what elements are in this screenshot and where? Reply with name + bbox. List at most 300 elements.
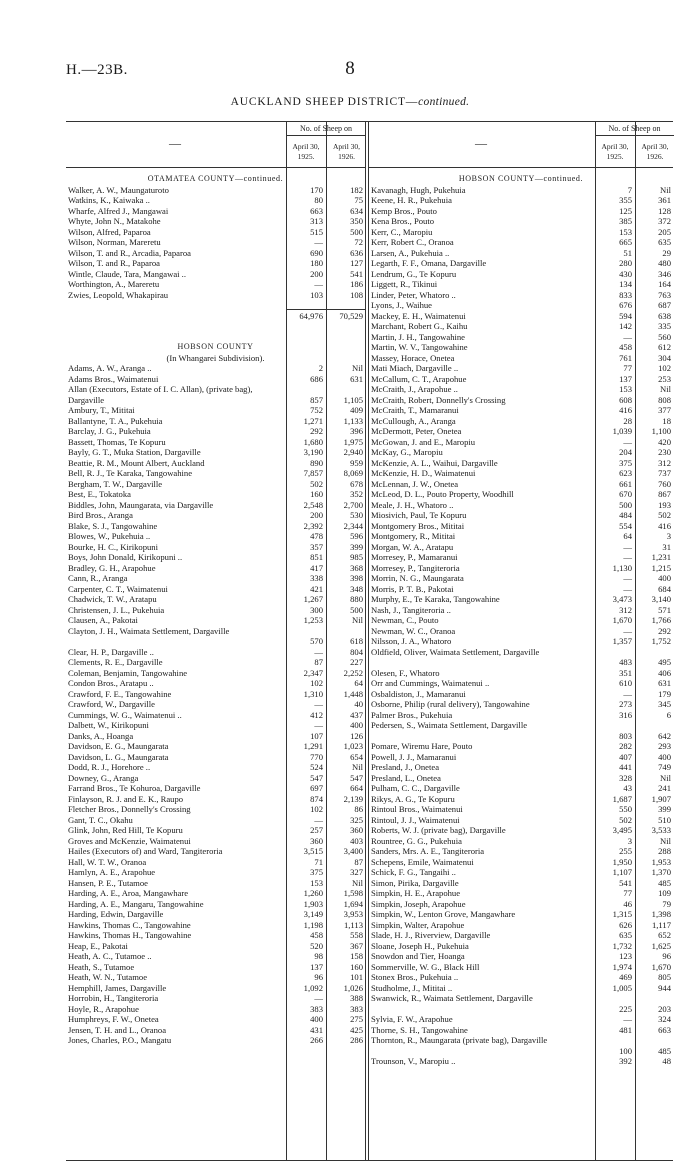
table-row	[66, 458, 365, 469]
table-row	[66, 762, 365, 773]
owner-name: McKay, G., Maropiu	[371, 447, 443, 457]
owner-name: Adams, A. W., Aranga ..	[68, 363, 152, 373]
count-1925: 752	[310, 405, 323, 415]
page-reference: H.—23B.	[66, 62, 128, 78]
owner-name: Watkins, K., Kaiwaka ..	[68, 195, 150, 205]
owner-name: Simpkin, W., Lenton Grove, Mangawhare	[371, 909, 516, 919]
count-1925: 1,039	[612, 426, 632, 436]
table-row	[369, 384, 673, 395]
count-1925: 316	[619, 709, 632, 720]
count-1925: 541	[619, 877, 632, 888]
count-1925: 1,732	[612, 940, 632, 951]
count-1926: 29	[662, 247, 671, 258]
count-1925: 375	[310, 867, 323, 877]
count-1926: 288	[658, 846, 671, 856]
owner-name: Oldfield, Oliver, Waimata Settlement, Dargaville	[371, 646, 540, 657]
owner-name: Lendrum, G., Te Kopuru	[371, 268, 457, 279]
count-1926: 1,975	[343, 436, 363, 447]
table-row	[66, 584, 365, 595]
count-1925: 851	[310, 552, 323, 562]
count-1926: 420	[658, 436, 671, 447]
count-1926: 804	[350, 646, 363, 657]
table-row	[369, 594, 673, 605]
count-1926: 179	[658, 688, 671, 699]
count-1925: 3,190	[303, 447, 323, 457]
count-1926: 500	[350, 226, 363, 237]
count-1926: 749	[658, 762, 671, 772]
table-row	[66, 741, 365, 752]
owner-name: Hamlyn, A. E., Arapohue	[68, 867, 156, 877]
count-1925: 383	[310, 1003, 323, 1014]
count-1926: 86	[354, 804, 363, 814]
owner-name: Farrand Bros., Te Kohuroa, Dargaville	[68, 783, 201, 793]
owner-name: Bell, R. J., Te Karaka, Tangowahine	[68, 468, 193, 478]
table-row	[369, 584, 673, 595]
count-1926: 663	[658, 1024, 671, 1035]
count-1925: 46	[623, 898, 632, 909]
table-row	[369, 605, 673, 616]
table-row	[369, 311, 673, 322]
count-1925: 125	[619, 205, 632, 216]
count-1926: 18	[662, 415, 671, 426]
count-1925: 676	[619, 300, 632, 310]
table-row	[369, 416, 673, 427]
count-1926: 1,023	[343, 741, 363, 751]
count-1925: 300	[310, 604, 323, 615]
owner-name: Martin, J. H., Tangowahine	[371, 331, 465, 342]
count-1925: 483	[619, 657, 632, 667]
count-1925: 2	[318, 363, 323, 373]
table-row	[66, 605, 365, 616]
count-1925: 484	[619, 510, 632, 520]
count-1926: 79	[662, 898, 671, 909]
count-1926: 368	[350, 562, 363, 573]
owner-name: Pedersen, S., Waimata Settlement, Dargaville	[371, 720, 528, 730]
table-row	[369, 972, 673, 983]
count-1925: 697	[310, 783, 323, 793]
count-1926: 2,344	[343, 520, 363, 531]
table-row	[66, 815, 365, 826]
owner-name: Hawkins, Thomas H., Tangowahine	[68, 930, 192, 940]
table-row	[66, 878, 365, 889]
table-row	[369, 237, 673, 248]
table-row	[369, 510, 673, 521]
count-1925: 282	[619, 741, 632, 751]
count-1925: 43	[623, 783, 632, 793]
count-1925: 153	[619, 226, 632, 237]
table-row	[66, 626, 365, 647]
table-row	[369, 185, 673, 196]
owner-name: Wilson, Norman, Mareretu	[68, 237, 161, 247]
owner-name: Carpenter, C. T., Waimatenui	[68, 583, 168, 594]
count-1926: 400	[350, 720, 363, 730]
count-1925: 478	[310, 531, 323, 541]
count-1926: 1,231	[651, 552, 671, 562]
owner-name: Condon Bros., Aratapu ..	[68, 678, 154, 688]
count-1925: 257	[310, 825, 323, 835]
table-row	[369, 363, 673, 374]
owner-name: Chadwick, T. W., Aratapu	[68, 594, 157, 604]
count-1925: 392	[619, 1056, 632, 1066]
count-1925: 80	[314, 195, 323, 205]
count-1926: 805	[658, 972, 671, 982]
count-1925: 431	[310, 1024, 323, 1035]
table-row	[369, 1056, 673, 1067]
owner-name: Kavanagh, Hugh, Pukehuia	[371, 184, 466, 195]
count-1926: 760	[658, 478, 671, 489]
table-row	[369, 815, 673, 826]
left-half	[66, 122, 366, 1160]
owner-name: Wilson, T. and R., Arcadia, Paparoa	[68, 247, 191, 258]
count-1925: 225	[619, 1003, 632, 1014]
owner-name: Crawford, F. E., Tangowahine	[68, 688, 172, 699]
owner-name: McCraith, J., Arapohue ..	[371, 384, 458, 394]
owner-name: Ballantyne, T. A., Pukehuia	[68, 415, 163, 426]
count-1926: 400	[658, 573, 671, 583]
count-1925: 134	[619, 279, 632, 289]
table-row	[66, 542, 365, 553]
count-1926: 808	[658, 394, 671, 405]
count-1925: 458	[310, 930, 323, 940]
count-1925: 102	[310, 678, 323, 688]
owner-name: Groves and McKenzie, Waimatenui	[68, 835, 191, 846]
count-1926: 160	[350, 961, 363, 972]
table-row	[369, 762, 673, 773]
owner-name: Miosivich, Paul, Te Kopuru	[371, 510, 467, 520]
table-row	[66, 657, 365, 668]
table-row	[66, 867, 365, 878]
count-1926: Nil	[660, 835, 671, 846]
count-1925: 328	[619, 772, 632, 783]
count-1926: 612	[658, 342, 671, 352]
owner-name: Simpkin, H. E., Arapohue	[371, 888, 461, 898]
count-1926: 182	[350, 184, 363, 195]
count-1926: 485	[658, 877, 671, 888]
count-1926: 346	[658, 268, 671, 279]
count-1925: 661	[619, 478, 632, 489]
count-1925: 417	[310, 562, 323, 573]
count-1926: 275	[350, 1014, 363, 1024]
count-1925: 1,253	[303, 615, 323, 625]
col-1926-header: April 30, 1926.	[641, 142, 669, 161]
count-1925: 7,857	[303, 468, 323, 478]
count-1926: 352	[350, 489, 363, 499]
count-1926: 325	[350, 814, 363, 825]
count-1925: 1,687	[612, 793, 632, 804]
count-1925: 3,149	[303, 909, 323, 919]
count-1925: 421	[310, 583, 323, 594]
owner-name: Coleman, Benjamin, Tangowahine	[68, 667, 188, 678]
owner-name: Montgomery Bros., Mititai	[371, 520, 465, 531]
count-1926: 327	[350, 867, 363, 877]
owner-name: Horrobin, H., Tangiteroria	[68, 993, 159, 1003]
owner-name: McLennan, J. W., Onetea	[371, 478, 459, 489]
count-1926: 3,140	[651, 594, 671, 604]
owner-name: Blake, S. J., Tangowahine	[68, 520, 158, 531]
table-row	[66, 363, 365, 374]
count-1925: 204	[619, 447, 632, 457]
count-1925: 273	[619, 699, 632, 709]
owner-name: Montgomery, R., Mititai	[371, 531, 456, 541]
owner-name: Jensen, T. H. and L., Oranoa	[68, 1024, 167, 1035]
count-1926: 126	[350, 730, 363, 741]
owner-name: Murphy, E., Te Karaka, Tangowahine	[371, 594, 500, 604]
count-1926: 1,026	[343, 982, 363, 993]
count-1925: 874	[310, 793, 323, 804]
owner-name: Sylvia, F. W., Arapohue	[371, 1014, 453, 1024]
count-1926: 186	[350, 279, 363, 289]
left-header	[66, 122, 365, 168]
table-row	[369, 479, 673, 490]
owner-name: Rikys, A. G., Te Kopuru	[371, 793, 455, 804]
owner-name: Heath, A. C., Tutamoe ..	[68, 951, 152, 961]
count-1926: 495	[658, 657, 671, 667]
count-1925: —	[314, 993, 323, 1003]
count-1925: 1,107	[612, 867, 632, 877]
table-row	[66, 951, 365, 962]
count-1925: 524	[310, 762, 323, 772]
owner-name: Glink, John, Red Hill, Te Kopuru	[68, 825, 183, 835]
table-row	[66, 405, 365, 416]
count-1926: 293	[658, 741, 671, 751]
table-row	[66, 374, 365, 385]
count-1926: 541	[350, 268, 363, 279]
count-1926: 654	[350, 751, 363, 762]
count-1925: 375	[619, 457, 632, 468]
count-1926: 128	[658, 205, 671, 216]
count-1925: 412	[310, 709, 323, 720]
count-1925: 313	[310, 216, 323, 226]
owner-name: McGowan, J. and E., Maropiu	[371, 436, 476, 447]
count-1925: 833	[619, 289, 632, 300]
count-1925: 1,005	[612, 982, 632, 993]
count-1925: —	[623, 625, 632, 636]
count-1926: 635	[658, 237, 671, 247]
table-row	[66, 972, 365, 983]
count-1926: 1,953	[651, 856, 671, 867]
count-1926: 403	[350, 835, 363, 846]
table-row	[369, 836, 673, 847]
count-1925: 430	[619, 268, 632, 279]
count-1926: 638	[658, 310, 671, 321]
table-row	[369, 248, 673, 259]
table-row	[369, 993, 673, 1014]
count-1926: 335	[658, 321, 671, 331]
count-1926: 406	[658, 667, 671, 678]
table-row	[369, 626, 673, 637]
count-1925: —	[623, 573, 632, 583]
table-row	[369, 668, 673, 679]
count-1925: 100	[619, 1045, 632, 1056]
table-row	[66, 825, 365, 836]
total-1926: 70,529	[339, 310, 363, 321]
table-row	[369, 542, 673, 553]
count-1926: 558	[350, 930, 363, 940]
count-1925: 107	[310, 730, 323, 741]
table-row	[66, 500, 365, 511]
count-1925: 665	[619, 237, 632, 247]
count-1925: 686	[310, 373, 323, 384]
table-row	[66, 731, 365, 742]
owner-name: Simon, Pirika, Dargaville	[371, 877, 459, 888]
table-row	[369, 1014, 673, 1025]
count-1926: 388	[350, 993, 363, 1003]
owner-name: Presland, L., Onetea	[371, 772, 441, 783]
table-row	[66, 416, 365, 427]
owner-name: Bergham, T. W., Dargaville	[68, 478, 163, 489]
count-1926: Nil	[352, 615, 363, 625]
owner-name: Wintle, Claude, Tara, Mangawai ..	[68, 268, 186, 279]
owner-name: Simpkin, Walter, Arapohue	[371, 919, 465, 930]
count-1925: 608	[619, 394, 632, 405]
table-row	[369, 447, 673, 458]
count-1926: 101	[350, 972, 363, 982]
owner-name: Humphreys, F. W., Onetea	[68, 1014, 159, 1024]
count-1926: 345	[658, 699, 671, 709]
table-row	[369, 846, 673, 857]
count-1926: 1,907	[651, 793, 671, 804]
page-number: 8	[345, 58, 355, 79]
count-1926: 399	[658, 804, 671, 814]
total-row	[66, 311, 365, 322]
table-row	[66, 710, 365, 721]
owner-name: Morresey, P., Tangiteroria	[371, 562, 460, 573]
count-1926: 1,448	[343, 688, 363, 699]
count-1926: 1,100	[651, 426, 671, 436]
table-row	[66, 888, 365, 899]
count-1926: 127	[350, 258, 363, 268]
section-heading: OTAMATEA COUNTY—continued.	[147, 174, 284, 183]
page-title	[0, 96, 700, 108]
count-1926: 2,700	[343, 499, 363, 510]
count-1925: 890	[310, 457, 323, 468]
count-1926: 3	[666, 531, 671, 541]
count-1926: Nil	[352, 762, 363, 772]
owner-name: Bourke, H. C., Kirikopuni	[68, 541, 158, 552]
owner-name: Mati Miach, Dargaville ..	[371, 363, 459, 373]
count-1926: 1,694	[343, 898, 363, 909]
count-1925: 1,974	[612, 961, 632, 972]
count-1926: 227	[350, 657, 363, 667]
count-1926: Nil	[352, 363, 363, 373]
owner-name: Clements, R. E., Dargaville	[68, 657, 163, 667]
owner-name: Hawkins, Thomas C., Tangowahine	[68, 919, 191, 930]
count-1925: 502	[310, 478, 323, 489]
count-1926: 416	[658, 520, 671, 531]
table-row	[369, 342, 673, 353]
count-1926: 108	[350, 289, 363, 300]
count-1926: 87	[354, 856, 363, 867]
table-row	[369, 321, 673, 332]
owner-name: Morrin, N. G., Maungarata	[371, 573, 464, 583]
table-row	[66, 1004, 365, 1015]
count-1926: 652	[658, 930, 671, 940]
count-1925: 554	[619, 520, 632, 531]
table-row	[369, 1035, 673, 1056]
table-row	[66, 846, 365, 857]
count-1925: 123	[619, 951, 632, 961]
owner-name: Roberts, W. J. (private bag), Dargaville	[371, 825, 506, 835]
table-row	[369, 962, 673, 973]
table-row	[369, 741, 673, 752]
table-row	[66, 678, 365, 689]
owner-name: Sommerville, W. G., Black Hill	[371, 961, 480, 972]
count-1926: 241	[658, 783, 671, 793]
table-row	[369, 332, 673, 343]
count-1925: 1,291	[303, 741, 323, 751]
owner-name: McLeod, D. L., Pouto Property, Woodhill	[371, 489, 514, 499]
table-row	[66, 468, 365, 479]
section-heading: HOBSON COUNTY—continued.	[458, 174, 584, 183]
table-row	[369, 752, 673, 763]
table-row	[369, 353, 673, 364]
left-body	[66, 174, 365, 1046]
table-row	[66, 279, 365, 290]
count-1925: 266	[310, 1035, 323, 1045]
count-1925: —	[314, 237, 323, 247]
count-1926: 367	[350, 940, 363, 951]
owner-name: Hansen, P. E., Tutamoe	[68, 877, 148, 888]
count-1925: 770	[310, 751, 323, 762]
owner-name: Legarth, F. F., Omana, Dargaville	[371, 258, 487, 268]
owner-name: Bayly, G. T., Muka Station, Dargaville	[68, 447, 201, 457]
count-1925: 385	[619, 216, 632, 226]
table-row	[369, 636, 673, 647]
count-1925: 255	[619, 846, 632, 856]
title-continued: continued.	[418, 96, 470, 108]
count-1926: 1,670	[651, 961, 671, 972]
owner-name: Crawford, W., Dargaville	[68, 699, 155, 709]
owner-name: Danks, A., Hoanga	[68, 730, 134, 741]
count-1926: 48	[662, 1056, 671, 1066]
owner-name: Simpkin, Joseph, Arapohue	[371, 898, 466, 909]
count-1925: 502	[619, 814, 632, 825]
count-1926: 880	[350, 594, 363, 604]
count-1925: 137	[619, 373, 632, 384]
owner-name: Swanwick, R., Waimata Settlement, Dargaville	[371, 993, 533, 1003]
count-1926: Nil	[660, 384, 671, 394]
table-row	[369, 888, 673, 899]
owner-name: Slade, H. J., Riverview, Dargaville	[371, 930, 491, 940]
owner-name: Pomare, Wiremu Hare, Pouto	[371, 741, 473, 751]
table-row	[369, 195, 673, 206]
count-1926: 361	[658, 195, 671, 205]
owner-name: Allan (Executors, Estate of I. C. Allan), (private bag), Dargaville	[68, 384, 253, 405]
count-1925: 1,670	[612, 615, 632, 625]
count-1925: 355	[619, 195, 632, 205]
owner-name: Palmer Bros., Pukehuia	[371, 709, 453, 720]
count-1926: 193	[658, 499, 671, 510]
table-row	[66, 248, 365, 259]
table-row	[66, 668, 365, 679]
table-row	[66, 836, 365, 847]
table-row	[66, 941, 365, 952]
count-1926: 618	[350, 636, 363, 646]
count-1926: 631	[350, 373, 363, 384]
count-1926: 75	[354, 195, 363, 205]
count-1925: 312	[619, 604, 632, 615]
count-1925: 103	[310, 289, 323, 300]
table-row	[66, 857, 365, 868]
count-1926: 286	[350, 1035, 363, 1045]
table-row	[369, 699, 673, 710]
count-1925: 635	[619, 930, 632, 940]
owner-name: Harding, Edwin, Dargaville	[68, 909, 164, 919]
count-1926: 560	[658, 331, 671, 342]
table-row	[66, 384, 365, 405]
count-1926: 40	[354, 699, 363, 709]
count-1925: 520	[310, 940, 323, 951]
